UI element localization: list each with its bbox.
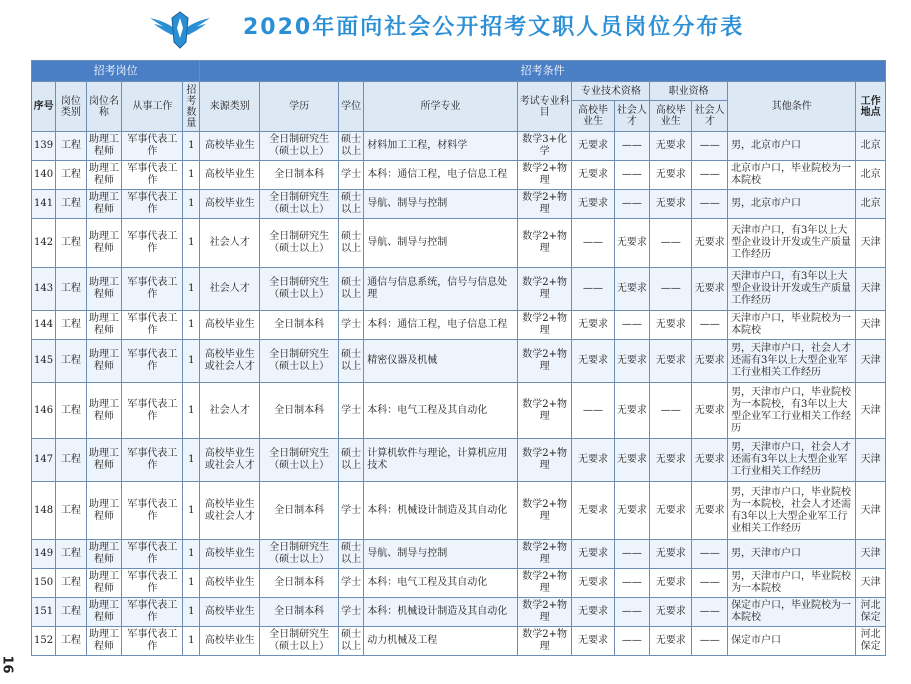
cell-name: 助理工程师 [86,219,122,268]
cell-degree: 硕士以上 [339,268,364,311]
cell-place: 天津 [856,439,886,482]
cell-seq: 150 [32,569,56,598]
cell-major: 本科：机械设计制造及其自动化 [364,482,518,540]
cell-source: 高校毕业生 [200,311,260,340]
cell-major: 本科：电气工程及其自动化 [364,383,518,439]
cell-source: 高校毕业生 [200,161,260,190]
cell-place: 天津 [856,268,886,311]
cell-name: 助理工程师 [86,268,122,311]
cell-type: 工程 [56,161,86,190]
page-number: 16 [0,655,15,674]
cell-work: 军事代表工作 [122,569,183,598]
table-row [32,311,886,340]
table-row [32,190,886,219]
cell-exam: 数学2+物理 [517,627,572,656]
cell-exam: 数学2+物理 [517,439,572,482]
cell-seq: 149 [32,540,56,569]
cell-place: 天津 [856,340,886,383]
cell-tech-grad: 无要求 [572,311,614,340]
cell-work: 军事代表工作 [122,383,183,439]
cell-name: 助理工程师 [86,627,122,656]
cell-count: 1 [183,569,200,598]
cell-name: 助理工程师 [86,161,122,190]
cell-count: 1 [183,311,200,340]
cell-other: 天津市户口，有3年以上大型企业设计开发或生产质量工作经历 [728,268,856,311]
cell-edu: 全日制研究生（硕士以上） [260,340,339,383]
positions-table [31,60,886,656]
cell-exam: 数学2+物理 [517,598,572,627]
cell-count: 1 [183,340,200,383]
cell-edu: 全日制研究生（硕士以上） [260,627,339,656]
cell-prof-talent: —— [692,540,728,569]
cell-degree: 硕士以上 [339,219,364,268]
recruit-conditions-header: 招考条件 [200,61,886,82]
cell-type: 工程 [56,219,86,268]
cell-other: 男，天津市户口，社会人才还需有3年以上大型企业军工行业相关工作经历 [728,439,856,482]
cell-type: 工程 [56,540,86,569]
cell-prof-talent: —— [692,569,728,598]
cell-degree: 学士 [339,383,364,439]
col-prof-grad: 高校毕业生 [650,101,692,132]
cell-other: 保定市户口 [728,627,856,656]
cell-edu: 全日制研究生（硕士以上） [260,268,339,311]
cell-place: 北京 [856,161,886,190]
cell-prof-talent: 无要求 [692,340,728,383]
cell-edu: 全日制研究生（硕士以上） [260,190,339,219]
cell-tech-talent: 无要求 [614,219,650,268]
cell-other: 男，天津市户口 [728,540,856,569]
cell-place: 天津 [856,540,886,569]
cell-place: 北京 [856,190,886,219]
cell-prof-grad: 无要求 [650,340,692,383]
cell-major: 导航、制导与控制 [364,540,518,569]
cell-degree: 硕士以上 [339,439,364,482]
cell-degree: 硕士以上 [339,340,364,383]
cell-count: 1 [183,540,200,569]
cell-seq: 145 [32,340,56,383]
cell-tech-talent: —— [614,598,650,627]
cell-exam: 数学2+物理 [517,311,572,340]
cell-degree: 硕士以上 [339,540,364,569]
cell-other: 天津市户口，有3年以上大型企业设计开发或生产质量工作经历 [728,219,856,268]
cell-work: 军事代表工作 [122,311,183,340]
cell-name: 助理工程师 [86,383,122,439]
cell-prof-talent: 无要求 [692,482,728,540]
cell-degree: 学士 [339,482,364,540]
cell-tech-talent: 无要求 [614,439,650,482]
cell-source: 高校毕业生或社会人才 [200,482,260,540]
cell-tech-grad: 无要求 [572,132,614,161]
cell-prof-talent: 无要求 [692,219,728,268]
cell-seq: 148 [32,482,56,540]
cell-tech-talent: —— [614,190,650,219]
cell-type: 工程 [56,132,86,161]
cell-name: 助理工程师 [86,340,122,383]
table-row [32,340,886,383]
cell-tech-grad: 无要求 [572,627,614,656]
cell-name: 助理工程师 [86,132,122,161]
cell-exam: 数学2+物理 [517,190,572,219]
cell-name: 助理工程师 [86,540,122,569]
cell-tech-grad: 无要求 [572,439,614,482]
cell-tech-talent: —— [614,132,650,161]
cell-prof-talent: 无要求 [692,439,728,482]
cell-prof-grad: 无要求 [650,569,692,598]
cell-prof-grad: 无要求 [650,161,692,190]
cell-count: 1 [183,132,200,161]
cell-count: 1 [183,219,200,268]
cell-major: 通信与信息系统，信号与信息处理 [364,268,518,311]
col-tech-qual: 专业技术资格 [572,82,650,101]
cell-degree: 硕士以上 [339,190,364,219]
cell-tech-talent: 无要求 [614,340,650,383]
cell-exam: 数学2+物理 [517,540,572,569]
cell-edu: 全日制研究生（硕士以上） [260,540,339,569]
cell-place: 天津 [856,383,886,439]
cell-seq: 141 [32,190,56,219]
cell-tech-grad: 无要求 [572,598,614,627]
table-row [32,540,886,569]
cell-prof-grad: 无要求 [650,482,692,540]
cell-prof-grad: 无要求 [650,311,692,340]
cell-source: 高校毕业生 [200,569,260,598]
cell-tech-talent: —— [614,161,650,190]
cell-type: 工程 [56,268,86,311]
cell-type: 工程 [56,482,86,540]
cell-major: 计算机软件与理论，计算机应用技术 [364,439,518,482]
cell-prof-grad: 无要求 [650,132,692,161]
cell-tech-grad: —— [572,383,614,439]
cell-seq: 152 [32,627,56,656]
col-major: 所学专业 [364,82,518,132]
table-row [32,627,886,656]
col-place: 工作地点 [856,82,886,132]
cell-count: 1 [183,383,200,439]
cell-prof-talent: 无要求 [692,383,728,439]
cell-count: 1 [183,190,200,219]
cell-prof-talent: —— [692,627,728,656]
cell-source: 社会人才 [200,219,260,268]
col-tech-talent: 社会人才 [614,101,650,132]
table-row [32,598,886,627]
cell-prof-grad: —— [650,383,692,439]
cell-source: 社会人才 [200,268,260,311]
cell-work: 军事代表工作 [122,482,183,540]
table-row [32,482,886,540]
table-row [32,161,886,190]
cell-count: 1 [183,161,200,190]
cell-count: 1 [183,598,200,627]
cell-tech-grad: 无要求 [572,340,614,383]
cell-seq: 140 [32,161,56,190]
table-row [32,383,886,439]
cell-seq: 139 [32,132,56,161]
cell-exam: 数学2+物理 [517,268,572,311]
cell-degree: 学士 [339,569,364,598]
col-prof-qual: 职业资格 [650,82,728,101]
cell-exam: 数学2+物理 [517,569,572,598]
cell-seq: 147 [32,439,56,482]
air-force-emblem-icon [150,8,210,50]
cell-work: 军事代表工作 [122,439,183,482]
cell-tech-talent: 无要求 [614,268,650,311]
cell-exam: 数学2+物理 [517,482,572,540]
recruit-position-header: 招考岗位 [32,61,200,82]
cell-tech-grad: 无要求 [572,482,614,540]
col-count: 招考数量 [183,82,200,132]
cell-prof-grad: 无要求 [650,627,692,656]
col-degree: 学位 [339,82,364,132]
cell-major: 本科：电气工程及其自动化 [364,569,518,598]
cell-source: 高校毕业生 [200,190,260,219]
cell-exam: 数学3+化学 [517,132,572,161]
cell-edu: 全日制本科 [260,311,339,340]
cell-place: 河北保定 [856,627,886,656]
cell-work: 军事代表工作 [122,219,183,268]
cell-major: 本科：机械设计制造及其自动化 [364,598,518,627]
cell-source: 社会人才 [200,383,260,439]
cell-work: 军事代表工作 [122,190,183,219]
cell-major: 导航、制导与控制 [364,190,518,219]
cell-prof-talent: —— [692,311,728,340]
cell-other: 男，北京市户口 [728,132,856,161]
cell-type: 工程 [56,439,86,482]
cell-major: 导航、制导与控制 [364,219,518,268]
cell-type: 工程 [56,569,86,598]
col-edu: 学历 [260,82,339,132]
cell-source: 高校毕业生或社会人才 [200,340,260,383]
cell-source: 高校毕业生 [200,627,260,656]
cell-major: 材料加工工程，材料学 [364,132,518,161]
cell-count: 1 [183,268,200,311]
cell-prof-talent: —— [692,132,728,161]
cell-major: 本科：通信工程，电子信息工程 [364,311,518,340]
cell-degree: 学士 [339,161,364,190]
cell-source: 高校毕业生 [200,132,260,161]
cell-other: 天津市户口，毕业院校为一本院校 [728,311,856,340]
cell-tech-talent: —— [614,569,650,598]
cell-count: 1 [183,627,200,656]
cell-edu: 全日制本科 [260,569,339,598]
cell-degree: 学士 [339,598,364,627]
cell-edu: 全日制研究生（硕士以上） [260,132,339,161]
cell-count: 1 [183,482,200,540]
col-work: 从事工作 [122,82,183,132]
cell-work: 军事代表工作 [122,268,183,311]
cell-place: 河北保定 [856,598,886,627]
cell-place: 天津 [856,219,886,268]
col-source: 来源类别 [200,82,260,132]
col-seq: 序号 [32,82,56,132]
cell-other: 男，天津市户口，毕业院校为一本院校 [728,569,856,598]
cell-type: 工程 [56,190,86,219]
cell-name: 助理工程师 [86,569,122,598]
cell-place: 北京 [856,132,886,161]
cell-type: 工程 [56,340,86,383]
cell-name: 助理工程师 [86,482,122,540]
cell-tech-grad: —— [572,219,614,268]
cell-other: 保定市户口，毕业院校为一本院校 [728,598,856,627]
cell-edu: 全日制研究生（硕士以上） [260,219,339,268]
cell-edu: 全日制本科 [260,161,339,190]
cell-name: 助理工程师 [86,439,122,482]
col-tech-grad: 高校毕业生 [572,101,614,132]
cell-tech-grad: 无要求 [572,161,614,190]
cell-major: 精密仪器及机械 [364,340,518,383]
cell-source: 高校毕业生 [200,598,260,627]
cell-seq: 146 [32,383,56,439]
cell-exam: 数学2+物理 [517,383,572,439]
cell-seq: 142 [32,219,56,268]
cell-tech-talent: —— [614,627,650,656]
cell-tech-talent: —— [614,311,650,340]
cell-prof-talent: —— [692,161,728,190]
cell-seq: 144 [32,311,56,340]
cell-work: 军事代表工作 [122,540,183,569]
cell-place: 天津 [856,311,886,340]
cell-place: 天津 [856,482,886,540]
cell-tech-talent: —— [614,540,650,569]
col-name: 岗位名称 [86,82,122,132]
cell-type: 工程 [56,627,86,656]
cell-prof-grad: —— [650,268,692,311]
cell-tech-talent: 无要求 [614,482,650,540]
cell-work: 军事代表工作 [122,161,183,190]
cell-seq: 143 [32,268,56,311]
table-row [32,439,886,482]
cell-other: 北京市户口，毕业院校为一本院校 [728,161,856,190]
col-other: 其他条件 [728,82,856,132]
cell-other: 男，北京市户口 [728,190,856,219]
cell-exam: 数学2+物理 [517,340,572,383]
col-exam: 考试专业科目 [517,82,572,132]
cell-work: 军事代表工作 [122,132,183,161]
cell-tech-grad: 无要求 [572,569,614,598]
cell-name: 助理工程师 [86,190,122,219]
cell-work: 军事代表工作 [122,598,183,627]
cell-prof-grad: 无要求 [650,540,692,569]
cell-prof-grad: 无要求 [650,598,692,627]
cell-other: 男，天津市户口，毕业院校为一本院校，社会人才还需有3年以上大型企业军工行业相关工作经历 [728,482,856,540]
table-row [32,268,886,311]
col-type: 岗位类别 [56,82,86,132]
cell-seq: 151 [32,598,56,627]
cell-edu: 全日制研究生（硕士以上） [260,439,339,482]
cell-major: 本科：通信工程，电子信息工程 [364,161,518,190]
cell-exam: 数学2+物理 [517,161,572,190]
cell-other: 男，天津市户口，社会人才还需有3年以上大型企业军工行业相关工作经历 [728,340,856,383]
cell-name: 助理工程师 [86,311,122,340]
col-prof-talent: 社会人才 [692,101,728,132]
cell-tech-grad: 无要求 [572,190,614,219]
cell-prof-talent: —— [692,598,728,627]
cell-type: 工程 [56,383,86,439]
cell-prof-talent: 无要求 [692,268,728,311]
cell-degree: 硕士以上 [339,132,364,161]
cell-major: 动力机械及工程 [364,627,518,656]
cell-place: 天津 [856,569,886,598]
cell-degree: 硕士以上 [339,627,364,656]
cell-count: 1 [183,439,200,482]
cell-source: 高校毕业生或社会人才 [200,439,260,482]
cell-exam: 数学2+物理 [517,219,572,268]
cell-tech-talent: 无要求 [614,383,650,439]
cell-prof-grad: 无要求 [650,190,692,219]
page-title: 2020年面向社会公开招考文职人员岗位分布表 [243,15,745,40]
cell-edu: 全日制本科 [260,383,339,439]
cell-prof-grad: 无要求 [650,439,692,482]
cell-tech-grad: —— [572,268,614,311]
cell-name: 助理工程师 [86,598,122,627]
cell-other: 男，天津市户口，毕业院校为一本院校，有3年以上大型企业军工行业相关工作经历 [728,383,856,439]
cell-source: 高校毕业生 [200,540,260,569]
cell-edu: 全日制本科 [260,598,339,627]
table-row [32,569,886,598]
cell-prof-grad: —— [650,219,692,268]
table-row [32,219,886,268]
cell-type: 工程 [56,311,86,340]
cell-type: 工程 [56,598,86,627]
cell-work: 军事代表工作 [122,627,183,656]
cell-degree: 学士 [339,311,364,340]
cell-work: 军事代表工作 [122,340,183,383]
cell-prof-talent: —— [692,190,728,219]
cell-edu: 全日制本科 [260,482,339,540]
cell-tech-grad: 无要求 [572,540,614,569]
table-row [32,132,886,161]
